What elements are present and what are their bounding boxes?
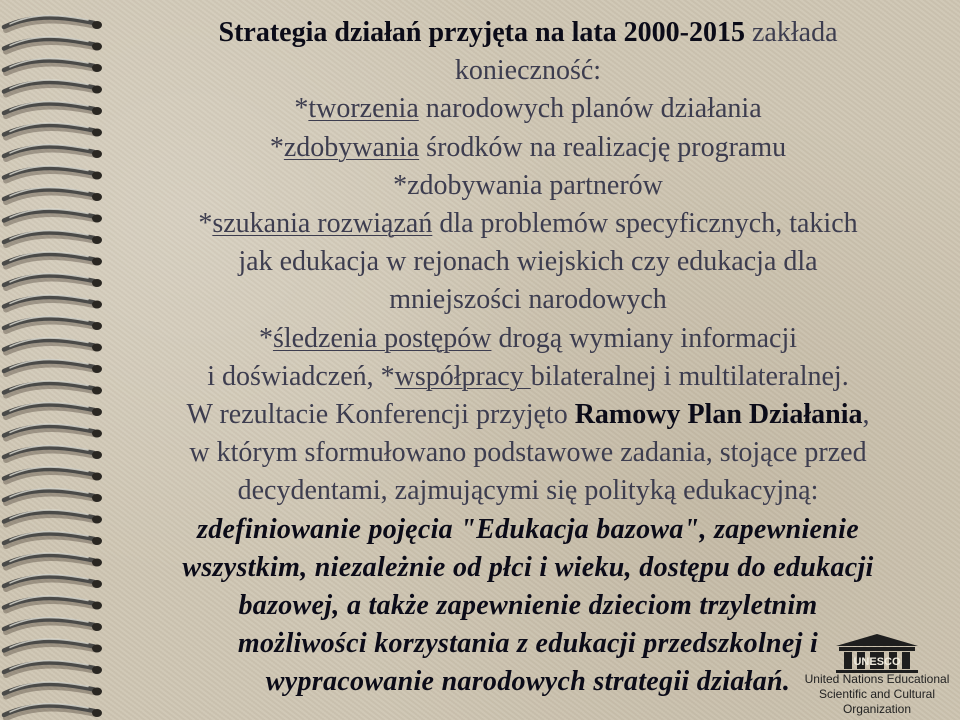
- text-line: [108, 472, 948, 510]
- text-segment: mniejszości narodowych: [389, 284, 667, 316]
- text-segment: konieczność:: [454, 55, 602, 87]
- binding-ring: [4, 381, 102, 395]
- binding-ring: [4, 467, 102, 481]
- text-line: [108, 90, 948, 128]
- text-segment: wypracowanie narodowych strategii działań.: [265, 666, 791, 698]
- binding-ring: [4, 618, 102, 632]
- binding-ring: [4, 102, 102, 116]
- text-segment: drogą wymiany informacji: [491, 322, 798, 354]
- text-line: [108, 434, 948, 472]
- text-segment: bilateralnej i multilateralnej.: [530, 360, 849, 392]
- text-line: [108, 205, 948, 243]
- text-line: [108, 243, 948, 281]
- binding-ring: [4, 360, 102, 374]
- text-segment: możliwości korzystania z edukacji przedszkolnej i: [237, 628, 819, 660]
- text-line: [108, 396, 948, 434]
- binding-ring: [4, 596, 102, 610]
- text-line: [108, 281, 948, 319]
- temple-icon: [802, 632, 952, 674]
- text-segment: zdefiniowanie pojęcia "Edukacja bazowa", zapewnienie: [197, 513, 859, 545]
- text-segment: i doświadczeń, *: [207, 360, 395, 392]
- binding-ring: [4, 403, 102, 417]
- binding-ring: [4, 295, 102, 309]
- text-line: [108, 549, 948, 587]
- text-line: [108, 358, 948, 396]
- binding-ring: [4, 209, 102, 223]
- text-segment: w którym sformułowano podstawowe zadania, stojące przed: [189, 437, 867, 469]
- text-segment: ,: [862, 399, 870, 431]
- binding-ring: [4, 553, 102, 567]
- unesco-logo: [802, 632, 952, 714]
- binding-ring: [4, 489, 102, 503]
- text-segment: dla problemów specyficznych, takich: [432, 208, 858, 240]
- text-line: [108, 52, 948, 90]
- text-segment: śledzenia postępów: [272, 322, 492, 354]
- binding-ring: [4, 274, 102, 288]
- binding-ring: [4, 338, 102, 352]
- binding-ring: [4, 704, 102, 718]
- text-segment: *: [198, 208, 213, 240]
- text-segment: szukania rozwiązań: [212, 208, 433, 240]
- text-segment: *zdobywania partnerów: [393, 169, 663, 201]
- binding-ring: [4, 575, 102, 589]
- unesco-caption: [802, 672, 952, 717]
- binding-ring: [4, 446, 102, 460]
- text-segment: narodowych planów działania: [418, 93, 762, 125]
- text-segment: tworzenia: [308, 93, 419, 125]
- binding-ring: [4, 317, 102, 331]
- unesco-caption-line1: United Nations Educational: [804, 672, 950, 686]
- text-segment: zakłada: [745, 17, 838, 48]
- text-segment: wszystkim, niezależnie od płci i wieku, dostępu do edukacji: [182, 551, 874, 583]
- binding-ring: [4, 123, 102, 137]
- text-segment: *: [294, 93, 309, 125]
- binding-ring: [4, 145, 102, 159]
- binding-ring: [4, 188, 102, 202]
- text-line: [108, 167, 948, 205]
- binding-ring: [4, 231, 102, 245]
- text-segment: środków na realizację programu: [419, 131, 787, 163]
- text-segment: Strategia działań przyjęta na lata 2000-2015: [218, 17, 745, 48]
- binding-ring: [4, 510, 102, 524]
- text-line: [108, 14, 948, 52]
- text-line: [108, 587, 948, 625]
- text-segment: Ramowy Plan Działania: [574, 399, 863, 431]
- text-segment: jak edukacja w rejonach wiejskich czy edukacja dla: [238, 246, 818, 278]
- text-line: [108, 129, 948, 167]
- binding-ring: [4, 166, 102, 180]
- slide-body: [108, 14, 948, 702]
- unesco-caption-line2: Scientific and Cultural Organization: [818, 687, 936, 716]
- binding-ring: [4, 682, 102, 696]
- text-segment: współpracy: [394, 360, 531, 392]
- text-segment: bazowej, a także zapewnienie dzieciom trzyletnim: [238, 590, 818, 622]
- binding-ring: [4, 424, 102, 438]
- text-segment: decydentami, zajmującymi się polityką edukacyjną:: [237, 475, 819, 507]
- binding-ring: [4, 80, 102, 94]
- binding-ring: [4, 639, 102, 653]
- text-line: [108, 320, 948, 358]
- binding-ring: [4, 37, 102, 51]
- text-segment: zdobywania: [283, 131, 420, 163]
- binding-ring: [4, 16, 102, 30]
- binding-ring: [4, 532, 102, 546]
- text-segment: *: [258, 322, 273, 354]
- binding-ring: [4, 661, 102, 675]
- text-line: [108, 511, 948, 549]
- text-segment: W rezultacie Konferencji przyjęto: [186, 399, 575, 431]
- spiral-binding: [0, 0, 110, 720]
- binding-ring: [4, 252, 102, 266]
- unesco-wordmark: UNESCO: [853, 656, 901, 668]
- text-segment: *: [269, 131, 284, 163]
- binding-ring: [4, 59, 102, 73]
